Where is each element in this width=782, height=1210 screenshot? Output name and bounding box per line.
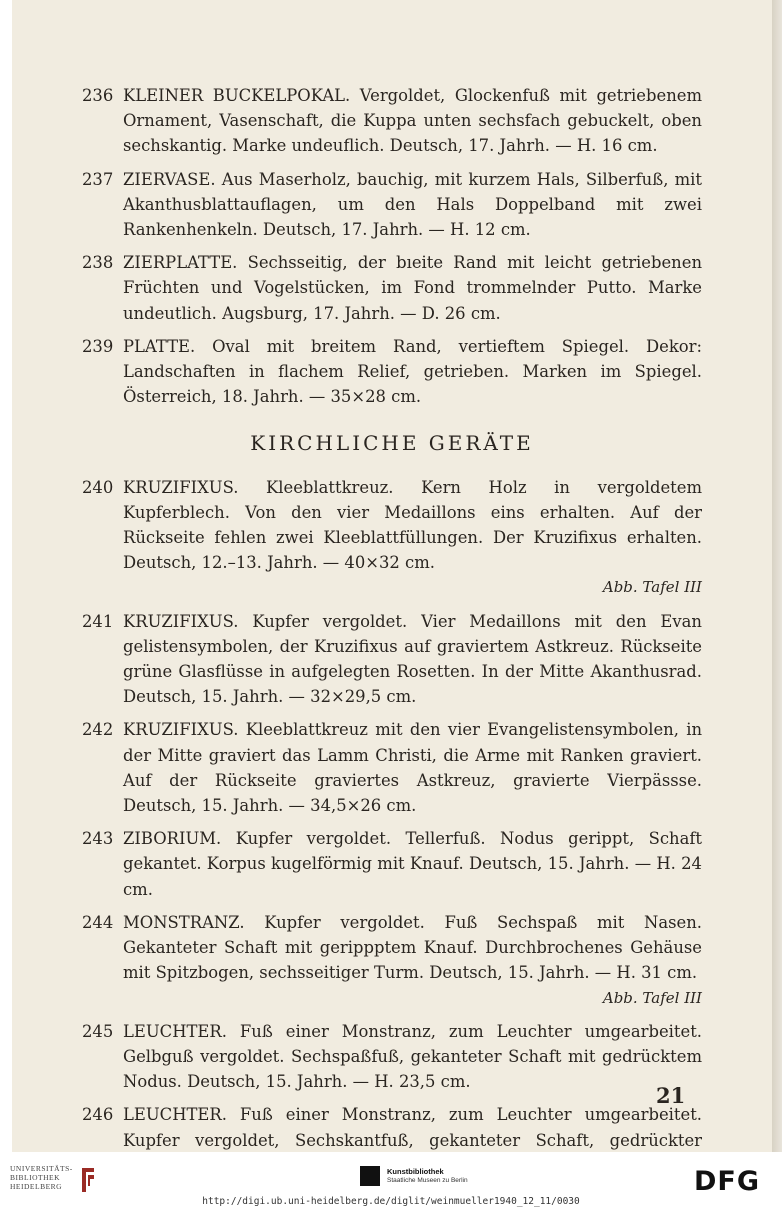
- entry-number: 237: [82, 169, 114, 189]
- entry-number: 240: [82, 477, 114, 497]
- entry-number: 244: [82, 912, 114, 932]
- entry-number: 242: [82, 720, 114, 740]
- catalog-entry: [82, 167, 702, 243]
- uni-line-1: UNIVERSITÄTS-: [10, 1164, 73, 1173]
- entries-group-b: [82, 475, 702, 1152]
- entry-description: ZIBORIUM. Kupfer vergoldet. Tellerfuß. Nodus gerippt, Schaft gekantet. Korpus kugelförmig mit Knauf. Deutsch, 15. Jahrh. — H. 24 cm.: [123, 829, 702, 899]
- catalog-entry: [82, 334, 702, 410]
- entries-group-a: [82, 83, 702, 409]
- dfg-logo[interactable]: DFG: [694, 1166, 761, 1197]
- university-mark-icon: [80, 1166, 96, 1194]
- kunstbibliothek-icon: [360, 1166, 380, 1186]
- kunstbibliothek-title: Kunstbibliothek: [387, 1167, 444, 1176]
- entry-description: KLEINER BUCKELPOKAL. Vergoldet, Glockenfuß mit getriebenem Ornament, Vasenschaft, die Kuppa unten sechsfach gebuckelt, oben sechskantig. Marke undeuflich. Deutsch, 17. Jahrh. — H. 16 cm.: [123, 86, 702, 156]
- entry-number: 246: [82, 1105, 114, 1125]
- entry-description: PLATTE. Oval mit breitem Rand, vertieftem Spiegel. Dekor: Landschaften in flachem Relief, getrieben. Marken im Spiegel. Österreich, 18. Jahrh. — 35×28 cm.: [123, 336, 702, 407]
- catalog-entry: [82, 826, 702, 902]
- catalog-entry: [82, 83, 702, 159]
- plate-reference: Abb. Tafel III: [602, 988, 702, 1007]
- entry-number: 241: [82, 611, 114, 631]
- entry-number: 239: [82, 336, 114, 356]
- catalog-entries: [82, 83, 702, 1152]
- entry-description: KRUZIFIXUS. Kleeblattkreuz mit den vier Evangelistensymbolen, in der Mitte graviert das Lamm Christi, die Arme mit Ranken graviert. Auf der Rückseite graviertes Astkreuz, gravierte Vierpässse. Deutsch, 15. Jahrh. — 34,5×26 cm.: [123, 720, 702, 816]
- uni-line-2: BIBLIOTHEK: [10, 1173, 60, 1182]
- catalog-entry: [82, 717, 702, 818]
- catalog-entry: [82, 609, 702, 710]
- entry-description: LEUCHTER. Fuß einer Monstranz, zum Leuchter umgearbeitet. Kupfer vergoldet, Sechskantfuß, gekanteter Schaft, gedrückter: [123, 1105, 702, 1150]
- uni-line-3: HEIDELBERG: [10, 1182, 63, 1191]
- digitization-footer: [0, 1152, 782, 1210]
- entry-number: 245: [82, 1021, 114, 1041]
- entry-number: 236: [82, 86, 114, 105]
- catalog-entry: [82, 250, 702, 326]
- catalog-entry: [82, 1102, 702, 1152]
- permalink-url[interactable]: http://digi.ub.uni-heidelberg.de/diglit/weinmueller1940_12_11/0030: [202, 1196, 580, 1207]
- entry-description: KRUZIFIXUS. Kupfer vergoldet. Vier Medaillons mit den Evan gelistensymbolen, der Kruzifixus auf graviertem Astkreuz. Rückseite grüne Glasflüsse in aufgelegten Rosetten. In der Mitte Akanthusrad. Deutsch, 15. Jahrh. — 32×29,5 cm.: [123, 611, 702, 707]
- page-left-margin: [0, 0, 12, 1152]
- entry-number: 243: [82, 829, 114, 849]
- catalog-entry: [82, 910, 702, 1011]
- university-library-logo[interactable]: [10, 1164, 100, 1198]
- entry-description: MONSTRANZ. Kupfer vergoldet. Fuß Sechspaß mit Nasen. Gekanteter Schaft mit gerippptem Knauf. Durchbrochenes Gehäuse mit Spitzbogen, sechsseitiger Turm. Deutsch, 15. Jahrh. — H. 31 cm.: [123, 912, 702, 983]
- entry-description: KRUZIFIXUS. Kleeblattkreuz. Kern Holz in vergoldetem Kupferblech. Von den vier Medaillons eins erhalten. Auf der Rückseite fehlen zwei Kleeblattfüllungen. Der Kruzifixus erhalten. Deutsch, 12.–13. Jahrh. — 40×32 cm.: [123, 477, 702, 573]
- entry-description: LEUCHTER. Fuß einer Monstranz, zum Leuchter umgearbeitet. Gelbguß vergoldet. Sechspaßfuß, gekanteter Schaft mit gedrücktem Nodus. Deutsch, 15. Jahrh. — H. 23,5 cm.: [123, 1021, 702, 1092]
- plate-reference: Abb. Tafel III: [602, 578, 702, 597]
- page-right-edge: [772, 0, 782, 1152]
- entry-description: ZIERVASE. Aus Maserholz, bauchig, mit kurzem Hals, Silberfuß, mit Akanthusblattauflagen, um den Hals Doppelband mit zwei Rankenhenkeln. Deutsch, 17. Jahrh. — H. 12 cm.: [123, 169, 702, 240]
- catalog-entry: [82, 475, 702, 601]
- page-number: 21: [656, 1083, 686, 1108]
- section-heading: KIRCHLICHE GERÄTE: [250, 431, 534, 456]
- entry-description: ZIERPLATTE. Sechsseitig, der bıeite Rand mit leicht getriebenen Früchten und Vogelstücken, im Fond trommelnder Putto. Marke undeutlich. Augsburg, 17. Jahrh. — D. 26 cm.: [123, 253, 702, 323]
- kunstbibliothek-logo[interactable]: [360, 1164, 510, 1190]
- entry-number: 238: [82, 253, 114, 273]
- kunstbibliothek-subtitle: Staatliche Museen zu Berlin: [387, 1177, 468, 1184]
- catalog-entry: [82, 1019, 702, 1095]
